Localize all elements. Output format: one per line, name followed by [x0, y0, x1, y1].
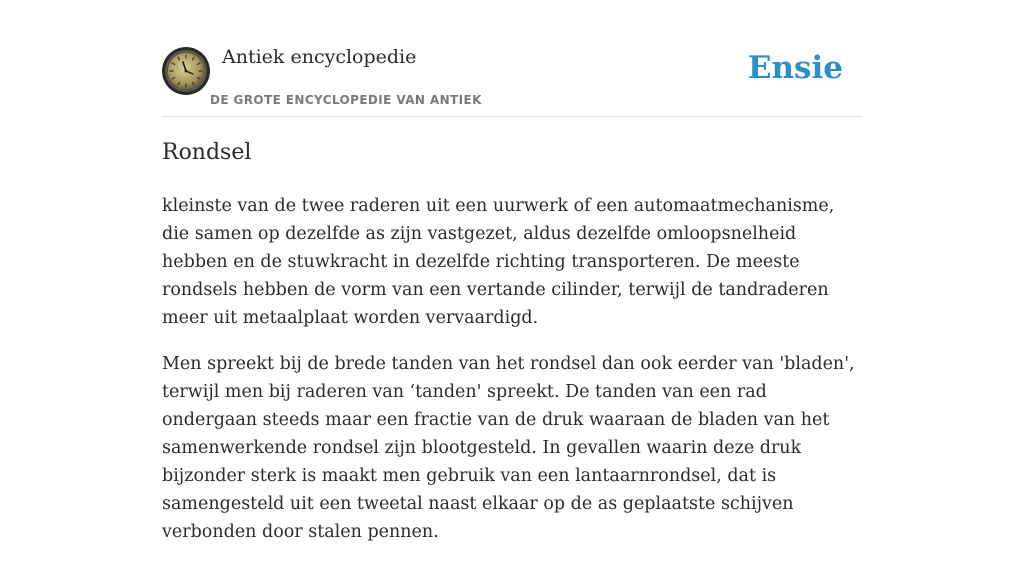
article-body	[162, 192, 862, 564]
site-subtitle: DE GROTE ENCYCLOPEDIE VAN ANTIEK	[210, 93, 482, 107]
article-paragraph: Men spreekt bij de brede tanden van het rondsel dan ook eerder van 'bladen', terwijl men bij raderen van ‘tanden' spreekt. De tanden van een rad ondergaan steeds maar een fractie van de druk waaraan de bladen van het samenwerkende rondsel zijn blootgesteld. In gevallen waarin deze druk bijzonder sterk is maakt men gebruik van een lantaarnrondsel, dat is samengesteld uit een tweetal naast elkaar op de as geplaatste schijven verbonden door stalen pennen.	[162, 354, 855, 542]
site-header	[162, 46, 862, 117]
page-title: Rondsel	[162, 140, 252, 165]
site-title[interactable]: Antiek encyclopedie	[222, 46, 417, 68]
antique-clock-icon[interactable]	[162, 47, 210, 95]
ensie-brand-logo[interactable]: Ensie	[747, 50, 843, 86]
article-paragraph: kleinste van de twee raderen uit een uurwerk of een automaatmechanisme, die samen op dezelfde as zijn vastgezet, aldus dezelfde omloopsnelheid hebben en de stuwkracht in dezelfde richting transporteren. De meeste rondsels hebben de vorm van een vertande cilinder, terwijl de tandraderen meer uit metaalplaat worden vervaardigd.	[162, 196, 835, 328]
